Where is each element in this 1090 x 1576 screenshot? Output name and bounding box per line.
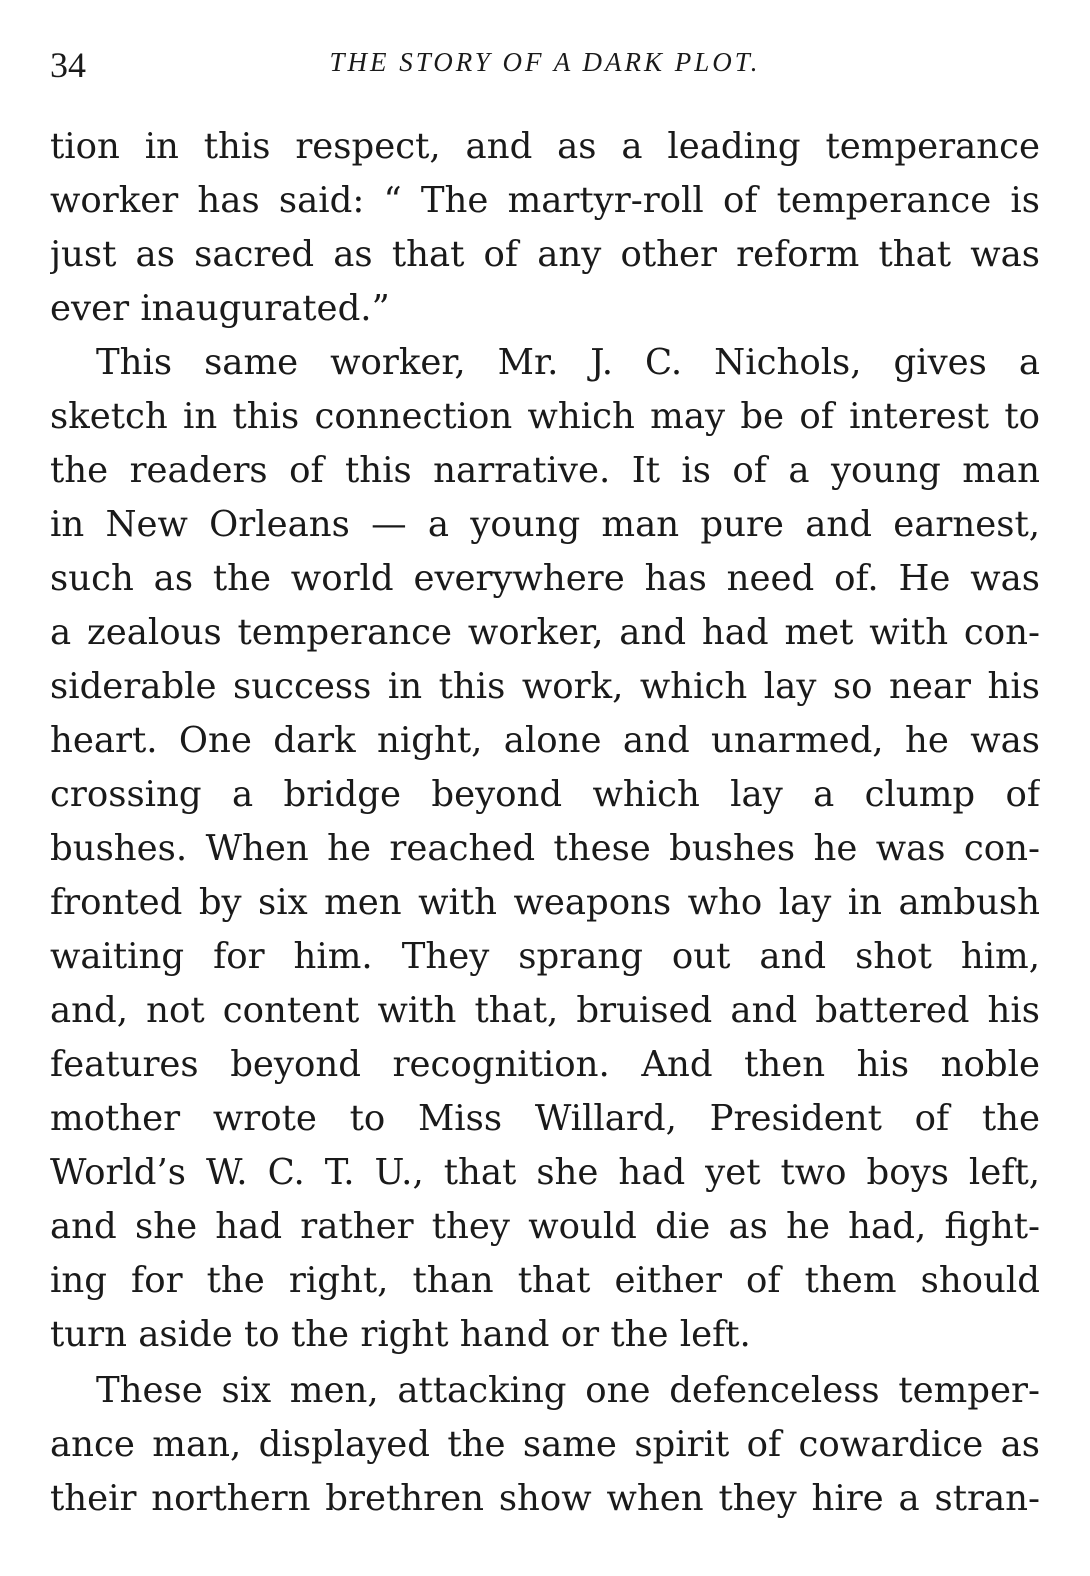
text-line: ever inaugurated.” xyxy=(50,288,390,329)
text-line: turn aside to the right hand or the left. xyxy=(50,1314,751,1355)
body-text xyxy=(50,120,1040,1526)
text-line: just as sacred as that of any other reform that was xyxy=(50,234,1040,275)
text-line: features beyond recognition. And then his noble xyxy=(50,1044,1040,1085)
text-line: and she had rather they would die as he had, fight- xyxy=(50,1206,1040,1247)
paragraph xyxy=(50,336,1040,1362)
text-line: and, not content with that, bruised and battered his xyxy=(50,990,1040,1031)
text-line: their northern brethren show when they hire a stran- xyxy=(50,1478,1040,1519)
text-line: the readers of this narrative. It is of a young man xyxy=(50,450,1040,491)
paragraph xyxy=(50,1364,1040,1526)
text-line: ance man, displayed the same spirit of cowardice as xyxy=(50,1424,1040,1465)
text-line: in New Orleans — a young man pure and earnest, xyxy=(50,504,1040,545)
page-header xyxy=(50,40,1040,90)
text-line: bushes. When he reached these bushes he was con- xyxy=(50,828,1040,869)
text-line: fronted by six men with weapons who lay in ambush xyxy=(50,882,1040,923)
text-line: World’s W. C. T. U., that she had yet two boys left, xyxy=(50,1152,1040,1193)
text-line: ing for the right, than that either of them should xyxy=(50,1260,1040,1301)
paragraph xyxy=(50,120,1040,336)
text-line: a zealous temperance worker, and had met with con- xyxy=(50,612,1040,653)
text-line: This same worker, Mr. J. C. Nichols, gives a xyxy=(96,342,1040,383)
page-number: 34 xyxy=(50,45,86,85)
text-line: waiting for him. They sprang out and shot him, xyxy=(50,936,1040,977)
text-line: sketch in this connection which may be of interest to xyxy=(50,396,1040,437)
text-line: crossing a bridge beyond which lay a clump of xyxy=(50,774,1040,815)
text-line: mother wrote to Miss Willard, President of the xyxy=(50,1098,1040,1139)
text-line: siderable success in this work, which lay so near his xyxy=(50,666,1040,707)
text-line: worker has said: “ The martyr-roll of temperance is xyxy=(50,180,1040,221)
text-line: tion in this respect, and as a leading temperance xyxy=(50,126,1040,167)
text-line: such as the world everywhere has need of. He was xyxy=(50,558,1040,599)
text-line: heart. One dark night, alone and unarmed, he was xyxy=(50,720,1040,761)
running-title: THE STORY OF A DARK PLOT. xyxy=(329,47,761,77)
text-line: These six men, attacking one defenceless temper- xyxy=(96,1370,1040,1411)
